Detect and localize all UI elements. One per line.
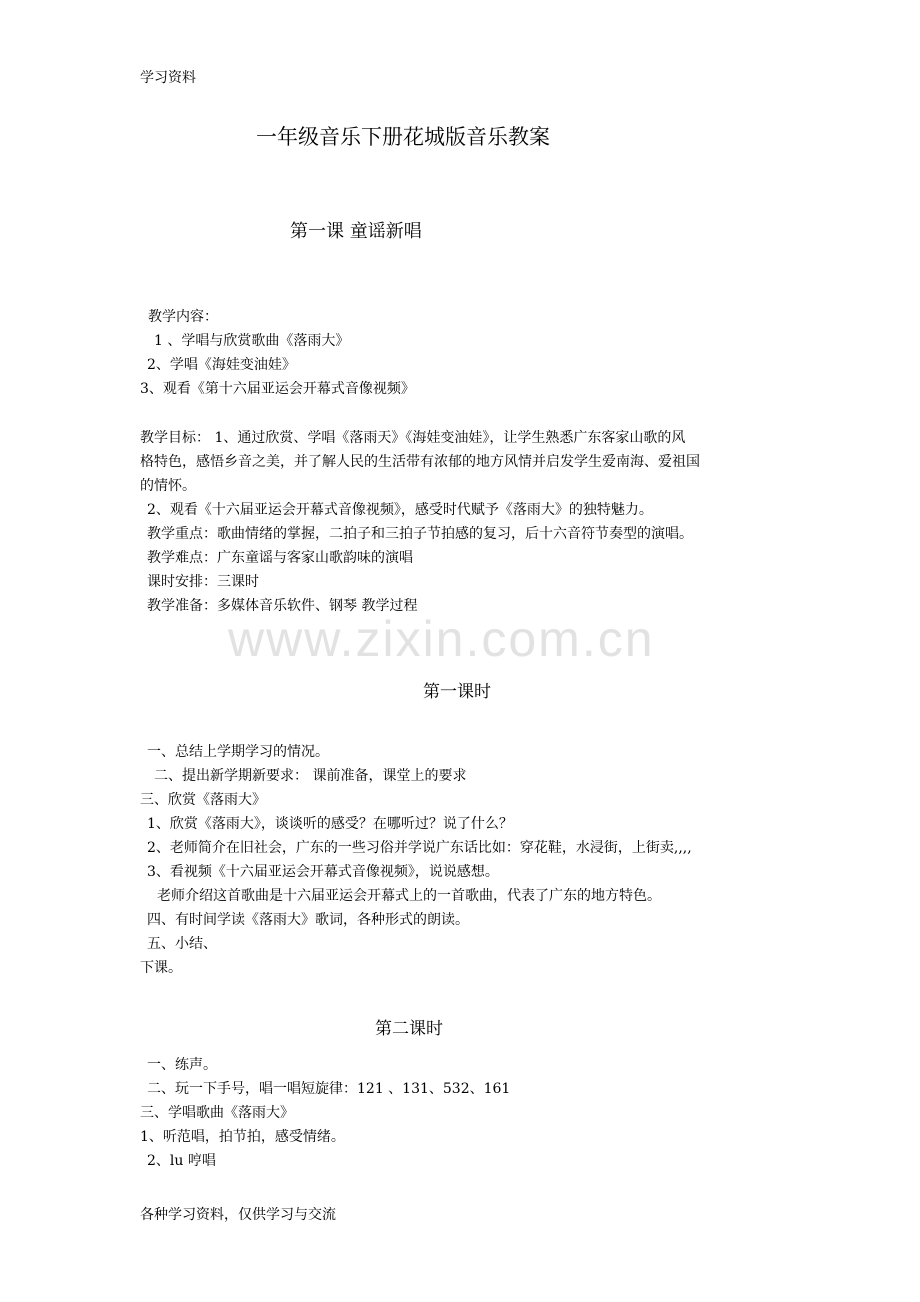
content-item: 3、观看《第十六届亚运会开幕式音像视频》 <box>140 381 415 397</box>
period1-line: 1、欣赏《落雨大》，谈谈听的感受？在哪听过？说了什么？ <box>147 816 513 832</box>
period1-line: 2、老师简介在旧社会，广东的一些习俗并学说广东话比如：穿花鞋，水浸街，上街卖,,,, <box>147 840 692 856</box>
watermark: www.zixin.com.cn <box>228 611 655 667</box>
period2-line: 二、玩一下手号，唱一唱短旋律：121 、131、532、161 <box>147 1081 511 1097</box>
content-item: 2、学唱《海娃变油娃》 <box>147 357 296 373</box>
period1-line: 五、小结、 <box>147 936 217 952</box>
content-label: 教学内容： <box>148 309 218 325</box>
goals-line: 2、观看《十六届亚运会开幕式音像视频》，感受时代赋予《落雨大》的独特魅力。 <box>147 502 653 518</box>
key-points: 教学重点：歌曲情绪的掌握，二拍子和三拍子节拍感的复习，后十六音符节奏型的演唱。 <box>147 526 693 542</box>
period2-line: 三、学唱歌曲《落雨大》 <box>140 1105 294 1121</box>
period2-title: 第二课时 <box>375 1019 443 1039</box>
preparation: 教学准备：多媒体音乐软件、钢琴 教学过程 <box>147 598 418 614</box>
document-title: 一年级音乐下册花城版音乐教案 <box>256 125 550 149</box>
period1-line: 3、看视频《十六届亚运会开幕式音像视频》，说说感想。 <box>147 864 499 880</box>
period1-line: 一、总结上学期学习的情况。 <box>147 744 329 760</box>
period1-line: 下课。 <box>140 960 182 976</box>
difficulties: 教学难点：广东童谣与客家山歌韵味的演唱 <box>147 550 413 566</box>
goals-line: 的情怀。 <box>140 478 196 494</box>
lesson-title: 第一课 童谣新唱 <box>290 221 422 242</box>
content-item: 1 、学唱与欣赏歌曲《落雨大》 <box>154 333 350 349</box>
period2-line: 2、lu 哼唱 <box>147 1153 216 1169</box>
period1-line: 老师介绍这首歌曲是十六届亚运会开幕式上的一首歌曲，代表了广东的地方特色。 <box>157 888 661 904</box>
period1-title: 第一课时 <box>423 682 491 702</box>
period2-line: 1、听范唱，拍节拍，感受情绪。 <box>140 1129 345 1145</box>
period1-line: 二、提出新学期新要求： 课前准备，课堂上的要求 <box>154 768 467 784</box>
page-footer: 各种学习资料，仅供学习与交流 <box>140 1207 336 1223</box>
period1-line: 四、有时间学读《落雨大》歌词，各种形式的朗读。 <box>147 912 469 928</box>
goals-line: 教学目标： 1、通过欣赏、学唱《落雨天》《海娃变油娃》，让学生熟悉广东客家山歌的风 <box>140 430 686 446</box>
page-header: 学习资料 <box>140 70 196 86</box>
goals-line: 格特色，感悟乡音之美，并了解人民的生活带有浓郁的地方风情并启发学生爱南海、爱祖国 <box>140 454 700 470</box>
schedule: 课时安排：三课时 <box>147 574 259 590</box>
period1-line: 三、欣赏《落雨大》 <box>140 792 266 808</box>
period2-line: 一、练声。 <box>147 1057 217 1073</box>
